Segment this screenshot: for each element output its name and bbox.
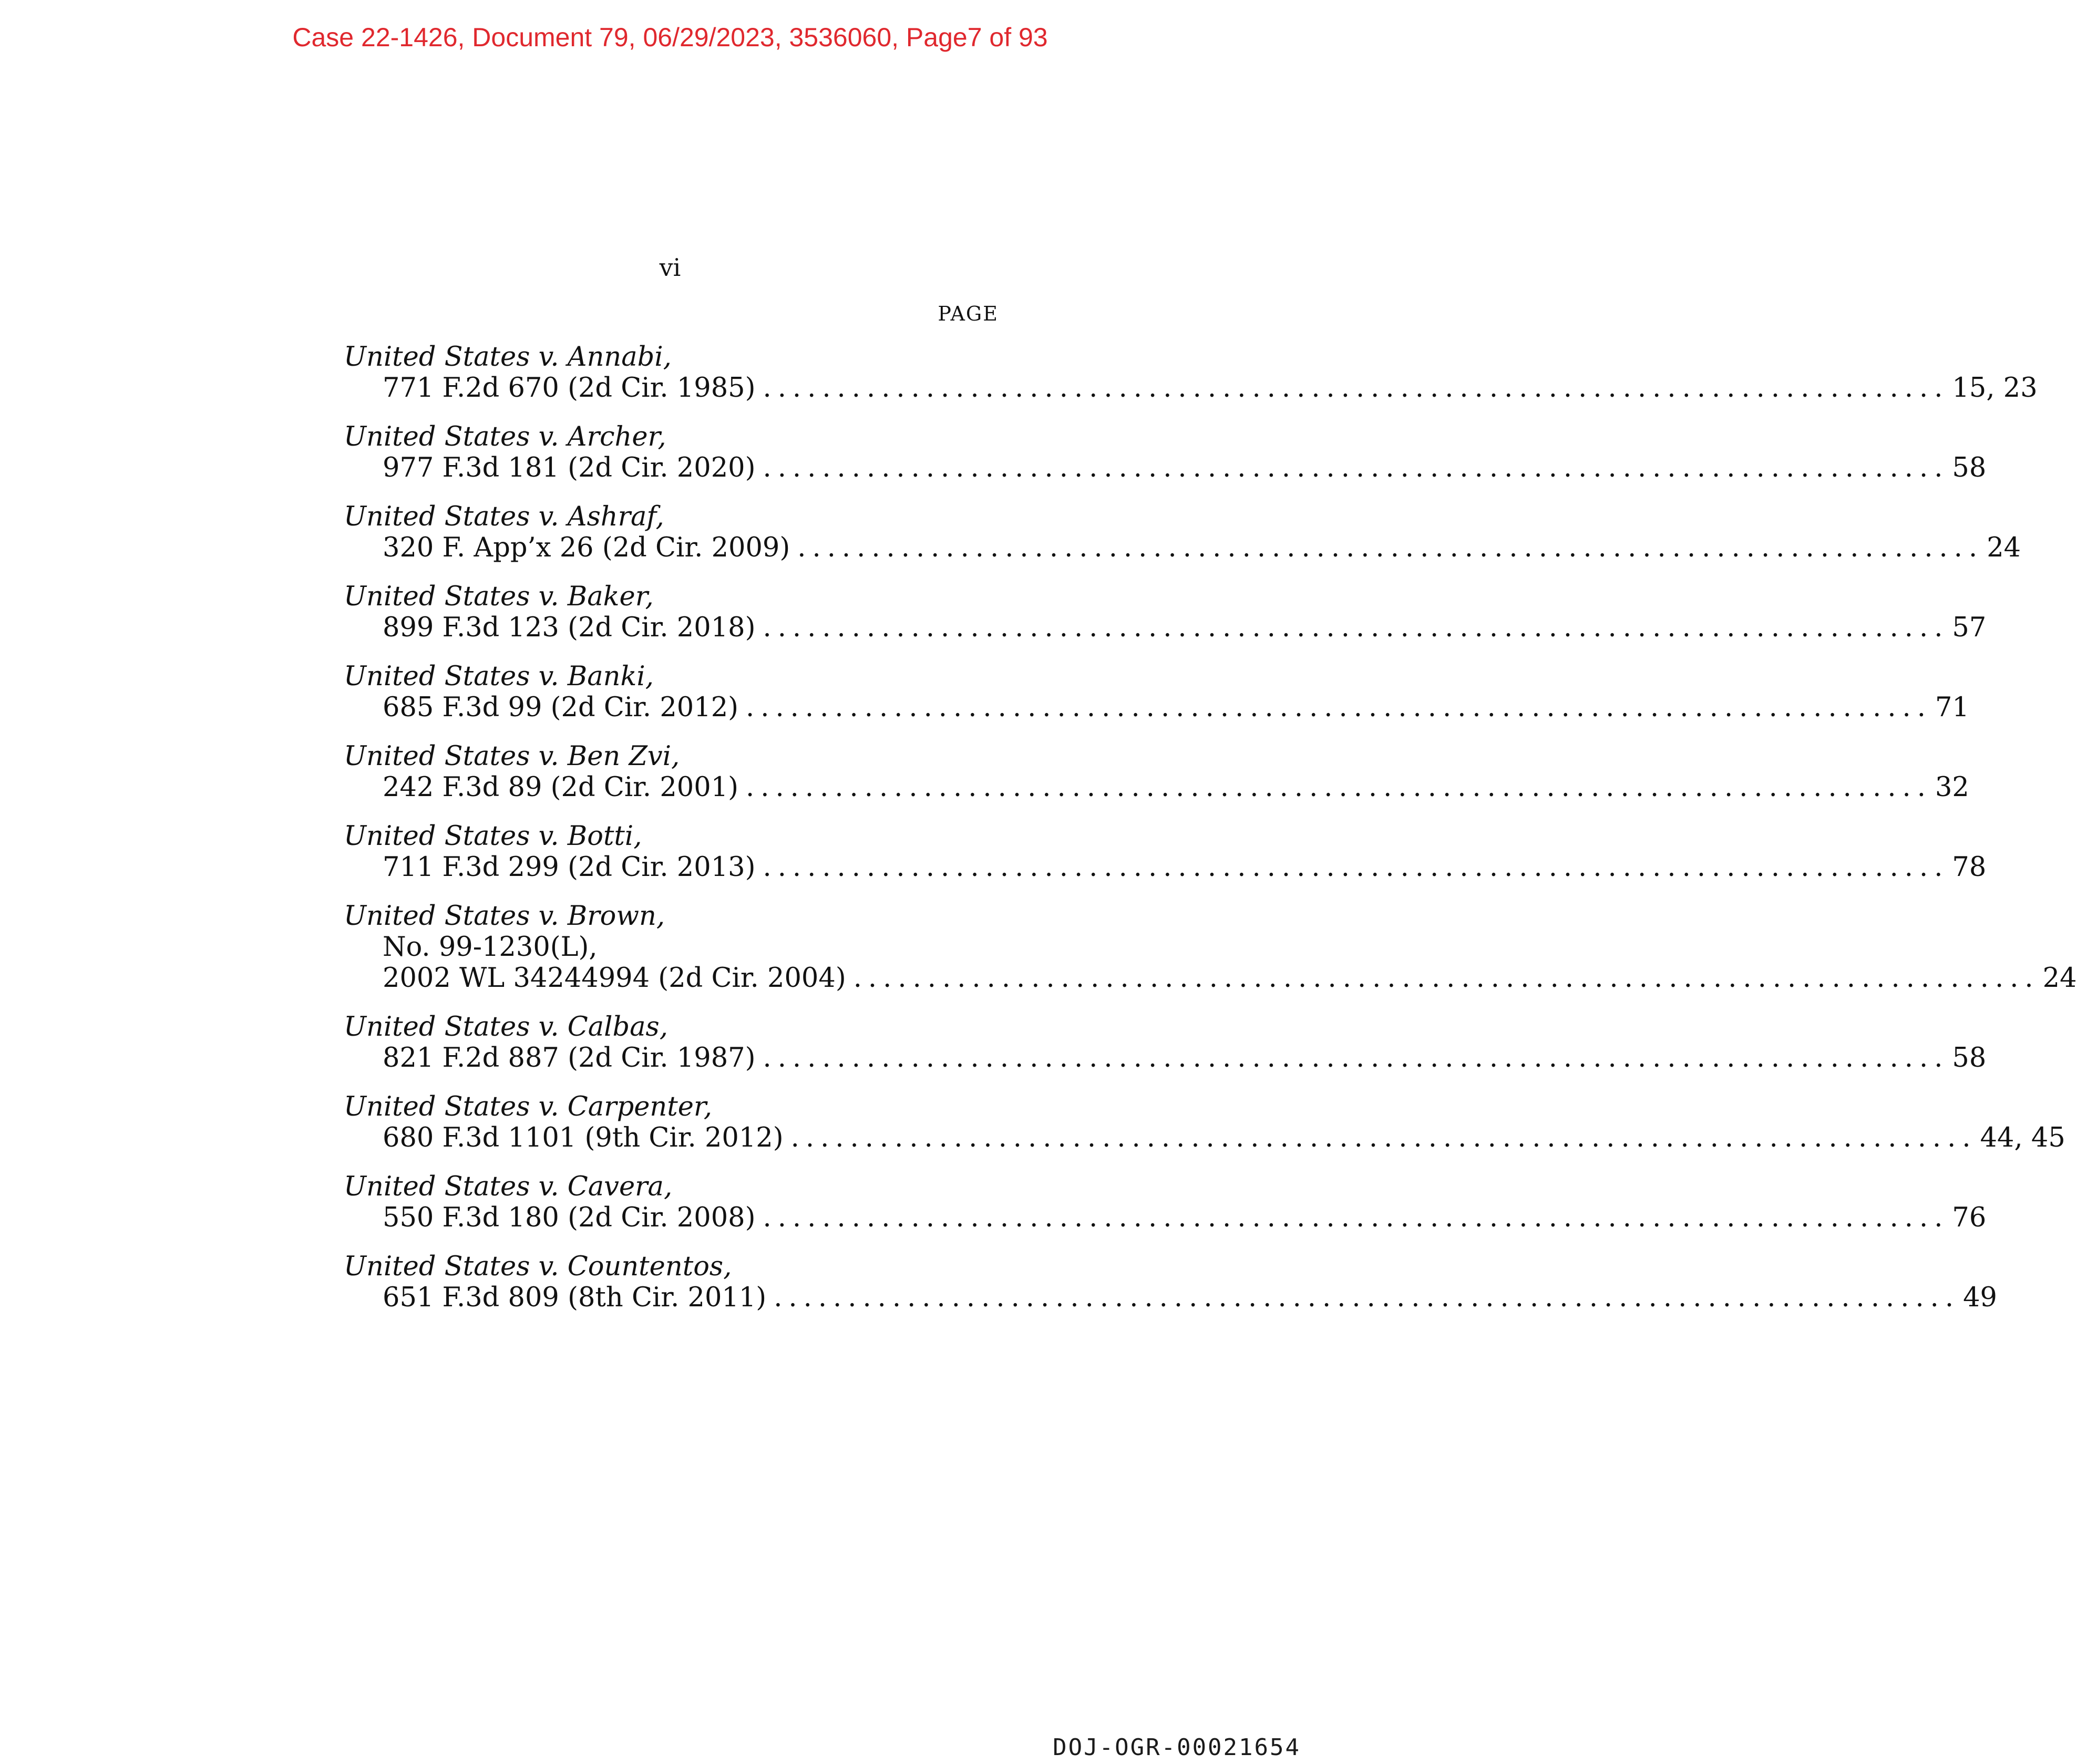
citation-text: 685 F.3d 99 (2d Cir. 2012) [383,692,739,723]
authority-entry [344,501,2021,563]
authority-entry [344,741,1969,803]
bates-number: DOJ-OGR-00021654 [1053,1734,1301,1761]
page-references: 15, 23 [1952,373,2038,404]
page-references: 44, 45 [1980,1122,2065,1153]
citation-text: 771 F.2d 670 (2d Cir. 1985) [383,373,756,404]
authority-entry [344,1251,1998,1313]
citation-line [344,772,1969,803]
citation-line [344,532,2021,563]
citation-text: 2002 WL 34244994 (2d Cir. 2004) [383,963,846,994]
authority-entry [344,661,1969,723]
page-column-heading: PAGE [938,302,999,325]
citation-text: 550 F.3d 180 (2d Cir. 2008) [383,1202,756,1233]
authority-entry [344,1012,1987,1074]
dot-leader: ................................................................................ [853,963,2040,994]
authority-entry [344,1091,2065,1153]
page-references: 24 [2042,963,2077,994]
case-name: United States v. Annabi, [344,342,672,373]
citation-text: 711 F.3d 299 (2d Cir. 2013) [383,852,756,883]
citation-line [344,612,1987,643]
page-references: 76 [1952,1202,1987,1233]
case-name: United States v. Banki, [344,661,654,692]
citation-text: 320 F. App’x 26 (2d Cir. 2009) [383,532,790,563]
dot-leader: ................................................................................ [763,373,1949,404]
dot-leader: ................................................................................ [746,772,1932,803]
citation-line [344,373,2038,404]
case-name: United States v. Botti, [344,821,642,852]
dot-leader: ................................................................................ [763,852,1949,883]
case-name: United States v. Carpenter, [344,1091,712,1122]
dot-leader: ................................................................................ [790,1122,1977,1153]
case-header-stamp: Case 22-1426, Document 79, 06/29/2023, 3536060, Page7 of 93 [292,23,1048,52]
case-name: United States v. Ashraf, [344,501,664,532]
citation-text: 242 F.3d 89 (2d Cir. 2001) [383,772,739,803]
authority-entry [344,581,1987,643]
page-references: 24 [1987,532,2021,563]
dot-leader: ................................................................................ [763,612,1949,643]
authority-entry [344,901,2077,994]
case-name: United States v. Calbas, [344,1012,668,1043]
case-name: United States v. Archer, [344,421,666,452]
citation-line [344,963,2077,994]
case-name: United States v. Baker, [344,581,654,612]
citation-text: 821 F.2d 887 (2d Cir. 1987) [383,1043,756,1074]
citation-line [344,1282,1998,1313]
citation-line [344,1043,1987,1074]
page-references: 58 [1952,1043,1987,1074]
dot-leader: ................................................................................ [763,1043,1949,1074]
page-references: 78 [1952,852,1987,883]
case-name: United States v. Brown, [344,901,665,932]
page-references: 57 [1952,612,1987,643]
citation-text: 977 F.3d 181 (2d Cir. 2020) [383,452,756,483]
page-references: 32 [1935,772,1969,803]
citation-continuation: No. 99-1230(L), [383,932,598,963]
dot-leader: ................................................................................ [763,1202,1949,1233]
citation-line [344,692,1969,723]
page-references: 58 [1952,452,1987,483]
authority-entry [344,342,2038,404]
citation-line [344,852,1987,883]
citation-line [344,1122,2065,1153]
authority-entry [344,821,1987,883]
dot-leader: ................................................................................ [746,692,1932,723]
citation-text: 680 F.3d 1101 (9th Cir. 2012) [383,1122,784,1153]
dot-leader: ................................................................................ [763,452,1949,483]
page-references: 71 [1935,692,1969,723]
citation-text: 651 F.3d 809 (8th Cir. 2011) [383,1282,767,1313]
case-name: United States v. Countentos, [344,1251,732,1282]
citation-line [344,1202,1987,1233]
authority-entry [344,421,1987,483]
citation-text: 899 F.3d 123 (2d Cir. 2018) [383,612,756,643]
table-of-authorities [344,342,2077,1331]
dot-leader: ................................................................................ [797,532,1984,563]
citation-line [344,452,1987,483]
case-name: United States v. Ben Zvi, [344,741,680,772]
page-references: 49 [1963,1282,1998,1313]
page-number: vi [659,253,681,282]
authority-entry [344,1171,1987,1233]
case-name: United States v. Cavera, [344,1171,673,1202]
dot-leader: ................................................................................ [774,1282,1960,1313]
